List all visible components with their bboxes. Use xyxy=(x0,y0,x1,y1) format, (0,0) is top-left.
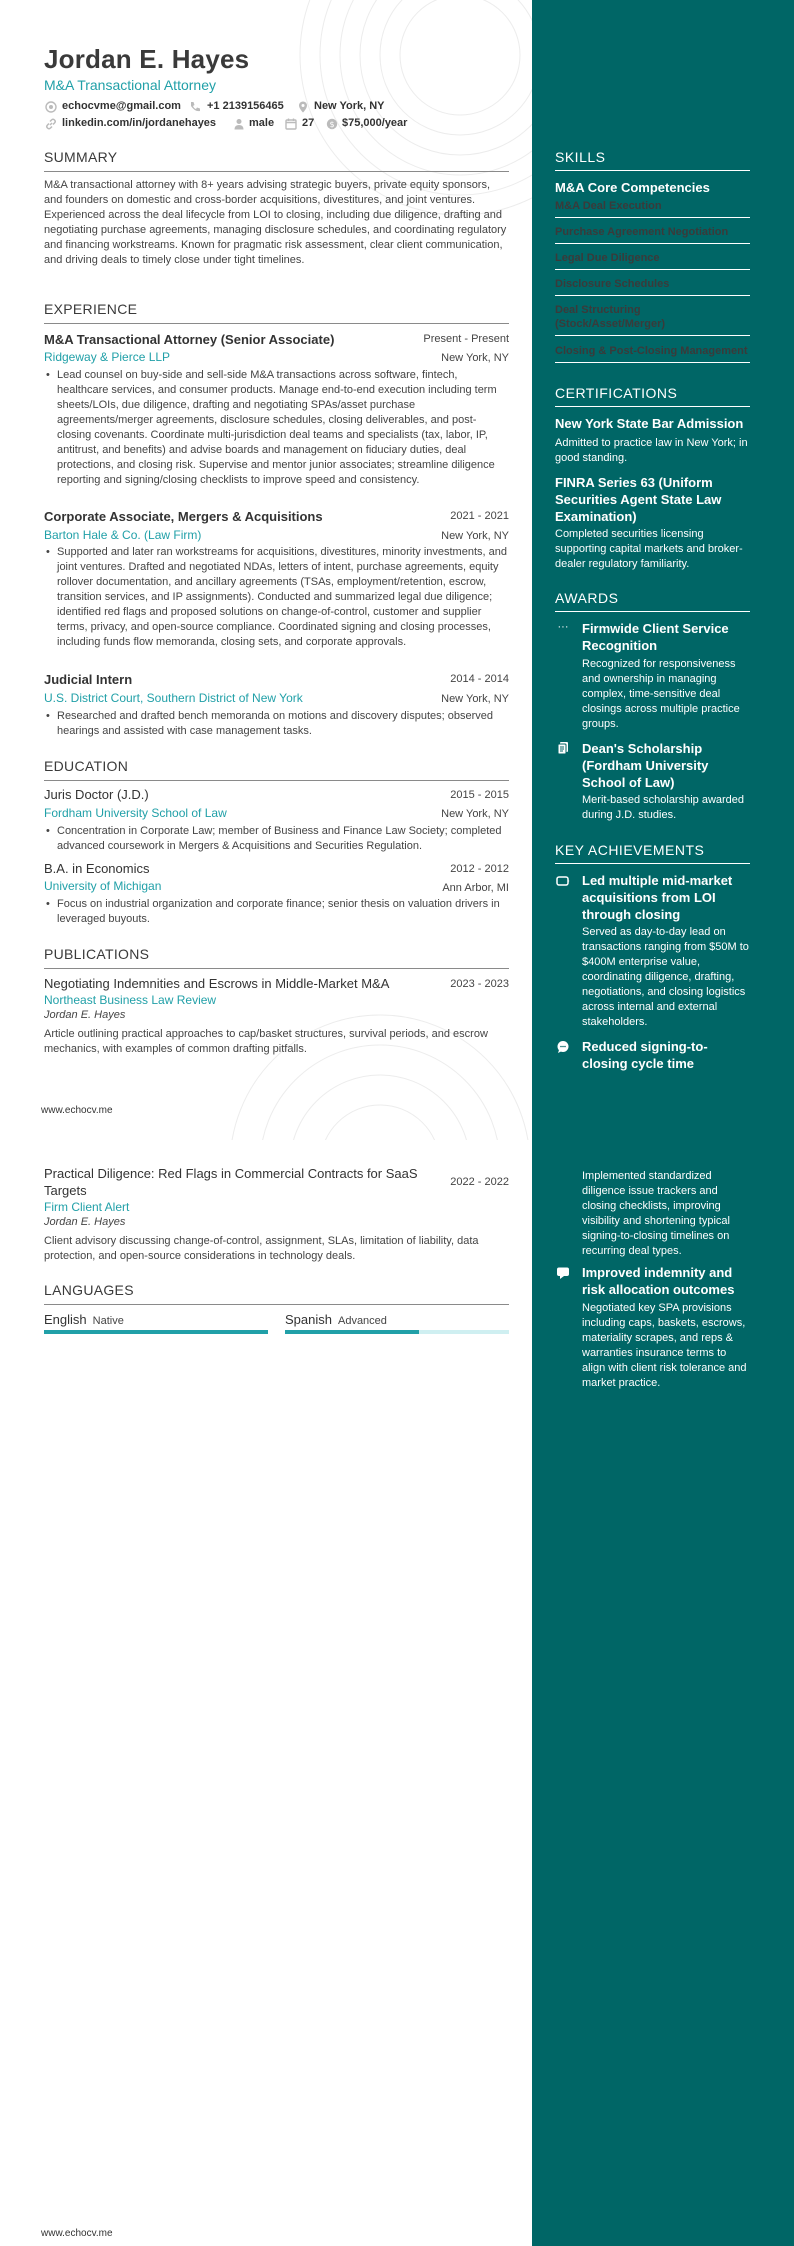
calendar-icon xyxy=(285,118,297,130)
achievement-title: Led multiple mid-market acquisitions from LOI through closing xyxy=(582,873,733,922)
comment-icon xyxy=(556,1266,570,1280)
job-dates: Present - Present xyxy=(423,333,509,345)
language-bar-fill xyxy=(44,1330,268,1334)
at-icon xyxy=(45,101,57,113)
summary-heading: SUMMARY xyxy=(44,149,509,172)
location: New York, NY xyxy=(314,100,385,112)
language-level: Advanced xyxy=(337,1315,387,1327)
experience-heading: EXPERIENCE xyxy=(44,301,509,324)
age: 27 xyxy=(302,117,315,129)
degree: B.A. in Economics xyxy=(44,861,150,876)
education-dates: 2015 - 2015 xyxy=(450,789,509,801)
school: University of Michigan xyxy=(44,879,162,893)
languages-heading: LANGUAGES xyxy=(44,1282,509,1305)
job-bullet: • Supported and later ran workstreams for acquisitions, divestitures, minority investments, and joint ventures. Drafted and negotiated NDAs, letters of intent, purchase agreements, equity rollover documentation, and ancillary agreements (TSAs, employment/retention, escrow, transition services, and IP assignments). Conducted and summarized legal due diligence; identified red flags and proposed solutions on change-of-control, customer and supplier terms, privacy, and open-source compliance. Coordinated signing and closing processes, including funds flow memoranda, closing sets, and corporate approvals. xyxy=(44,545,510,650)
award-desc: Merit-based scholarship awarded during J.D. studies. xyxy=(582,794,745,821)
gender: male xyxy=(249,117,275,129)
school: Fordham University School of Law xyxy=(44,806,227,820)
publication-desc: Client advisory discussing change-of-control, assignment, SLAs, limitation of liability, data protection, and open-source considerations in technology deals. xyxy=(44,1235,479,1262)
skill-item: Deal Structuring (Stock/Asset/Merger) xyxy=(555,303,750,336)
job-title: Corporate Associate, Mergers & Acquisitions xyxy=(44,509,323,524)
education-dates: 2012 - 2012 xyxy=(450,863,509,875)
location-icon xyxy=(297,101,309,113)
award-title: Dean's Scholarship (Fordham University School of Law) xyxy=(582,741,709,790)
linkedin-link[interactable]: linkedin.com/in/jordanehayes xyxy=(62,117,217,129)
language-spanish xyxy=(285,1312,387,1327)
education-bullet: • Concentration in Corporate Law; member of Business and Finance Law Society; completed advanced coursework in Mergers & Acquisitions and Securities Regulation. xyxy=(44,824,510,854)
publication-author: Jordan E. Hayes xyxy=(44,1216,126,1228)
candidate-role: M&A Transactional Attorney xyxy=(44,77,216,93)
tag-icon xyxy=(556,874,570,888)
publication-dates: 2023 - 2023 xyxy=(450,978,509,990)
job-company: Ridgeway & Pierce LLP xyxy=(44,350,171,364)
language-bar-spanish xyxy=(285,1330,509,1334)
achievement-title: Improved indemnity and risk allocation outcomes xyxy=(582,1265,735,1297)
job-bullet: • Lead counsel on buy-side and sell-side M&A transactions across software, fintech, healthcare services, and consumer products. Manage end-to-end execution including term sheets/LOIs, due diligence, drafting and negotiating SPAs/asset purchase agreements/merger agreements, disclosure schedules, closing deliverables, and post-closing covenants. Coordinate multi-jurisdiction deal teams and specialists (tax, labor, IP, antitrust, and benefits) and advise boards and management on fiduciary duties, deal protections, and closing risk. Supervise and mentor junior associates; streamline diligence reporting and signing/closing checklists to improve speed and consistency. xyxy=(44,368,510,488)
documents-icon xyxy=(556,741,570,755)
language-bar-fill xyxy=(285,1330,419,1334)
person-icon xyxy=(233,118,245,130)
certification-desc: Completed securities licensing supporting capital markets and broker-dealer regulatory familiarity. xyxy=(555,528,743,570)
job-location: New York, NY xyxy=(441,530,509,542)
summary-text: M&A transactional attorney with 8+ years advising strategic buyers, private equity sponsors, and founders on domestic and cross-border acquisitions, divestitures, and joint ventures. Experienced across the deal lifecycle from LOI to closing, including due diligence, drafting and negotiating purchase agreements, managing disclosure schedules, and coordinating regulatory and financing workstreams. Known for pragmatic risk assessment, clear client communication, and driving deals to timely close under tight timelines. xyxy=(44,179,507,266)
school-location: Ann Arbor, MI xyxy=(442,882,509,894)
certification-title: New York State Bar Admission xyxy=(555,416,744,431)
certification-desc: Admitted to practice law in New York; in good standing. xyxy=(555,437,748,464)
language-name: English xyxy=(44,1312,87,1327)
phone-icon xyxy=(189,101,201,113)
publication-dates: 2022 - 2022 xyxy=(450,1176,509,1188)
skill-item: Disclosure Schedules xyxy=(555,277,750,296)
achievement-desc: Served as day-to-day lead on transactions ranging from $50M to $400M enterprise value, coordinating diligence, drafting, negotiations, and closing logistics across internal and external stakeholders. xyxy=(582,926,749,1028)
skills-group: M&A Core Competencies xyxy=(555,180,710,195)
skills-heading: SKILLS xyxy=(555,149,750,171)
certification-title: FINRA Series 63 (Uniform Securities Agent State Law Examination) xyxy=(555,475,722,524)
publication-desc: Article outlining practical approaches to cap/basket structures, survival periods, and escrow mechanics, with examples of common drafting pitfalls. xyxy=(44,1028,488,1055)
publication-outlet: Northeast Business Law Review xyxy=(44,993,217,1007)
money-icon xyxy=(326,118,338,130)
footer-url[interactable]: www.echocv.me xyxy=(41,2228,113,2239)
sidebar xyxy=(532,0,794,2246)
job-location: New York, NY xyxy=(441,352,509,364)
email[interactable]: echocvme@gmail.com xyxy=(62,100,181,112)
language-bar-english xyxy=(44,1330,268,1334)
certifications-heading: CERTIFICATIONS xyxy=(555,385,750,407)
chat-bubble-icon xyxy=(556,1040,570,1054)
job-location: New York, NY xyxy=(441,693,509,705)
achievements-heading: KEY ACHIEVEMENTS xyxy=(555,842,750,864)
candidate-name: Jordan E. Hayes xyxy=(44,44,250,74)
publication-title: Practical Diligence: Red Flags in Commercial Contracts for SaaS Targets xyxy=(44,1166,418,1198)
education-bullet: • Focus on industrial organization and corporate finance; senior thesis on valuation drivers in leveraged buyouts. xyxy=(44,897,510,927)
skill-item: M&A Deal Execution xyxy=(555,199,750,218)
achievement-desc: Negotiated key SPA provisions including caps, baskets, escrows, materiality scrapes, and reps & warranties insurance terms to align with client risk tolerance and market practice. xyxy=(582,1302,747,1389)
education-heading: EDUCATION xyxy=(44,758,509,781)
dots-icon: ··· xyxy=(557,621,569,633)
publication-outlet: Firm Client Alert xyxy=(44,1200,130,1214)
award-desc: Recognized for responsiveness and ownership in managing complex, time-sensitive deal closings across multiple practice groups. xyxy=(582,658,740,730)
achievement-title: Reduced signing-to-closing cycle time xyxy=(582,1039,708,1071)
job-company: U.S. District Court, Southern District of New York xyxy=(44,691,303,705)
publication-author: Jordan E. Hayes xyxy=(44,1009,126,1021)
skill-item: Purchase Agreement Negotiation xyxy=(555,225,750,244)
skill-item: Legal Due Diligence xyxy=(555,251,750,270)
footer-url[interactable]: www.echocv.me xyxy=(41,1105,113,1116)
awards-heading: AWARDS xyxy=(555,590,750,612)
svg-text:$: $ xyxy=(329,120,335,129)
language-name: Spanish xyxy=(285,1312,332,1327)
phone[interactable]: +1 2139156465 xyxy=(207,100,284,112)
publication-title: Negotiating Indemnities and Escrows in Middle-Market M&A xyxy=(44,976,390,991)
salary: $75,000/year xyxy=(342,117,408,129)
job-dates: 2021 - 2021 xyxy=(450,510,509,522)
job-dates: 2014 - 2014 xyxy=(450,673,509,685)
school-location: New York, NY xyxy=(441,808,509,820)
link-icon xyxy=(45,118,57,130)
skill-item: Closing & Post-Closing Management xyxy=(555,344,750,363)
achievement-desc: Implemented standardized diligence issue trackers and closing checklists, improving visibility and shortening typical signing-to-closing timelines on recurring deal types. xyxy=(582,1170,730,1257)
award-title: Firmwide Client Service Recognition xyxy=(582,621,729,653)
job-company: Barton Hale & Co. (Law Firm) xyxy=(44,528,202,542)
language-english xyxy=(44,1312,124,1327)
job-title: Judicial Intern xyxy=(44,672,133,687)
language-level: Native xyxy=(92,1315,124,1327)
job-title: M&A Transactional Attorney (Senior Associate) xyxy=(44,332,335,347)
publications-heading: PUBLICATIONS xyxy=(44,946,509,969)
job-bullet: • Researched and drafted bench memoranda on motions and discovery disputes; observed hearings and assisted with case management tasks. xyxy=(44,709,510,739)
degree: Juris Doctor (J.D.) xyxy=(44,787,149,802)
